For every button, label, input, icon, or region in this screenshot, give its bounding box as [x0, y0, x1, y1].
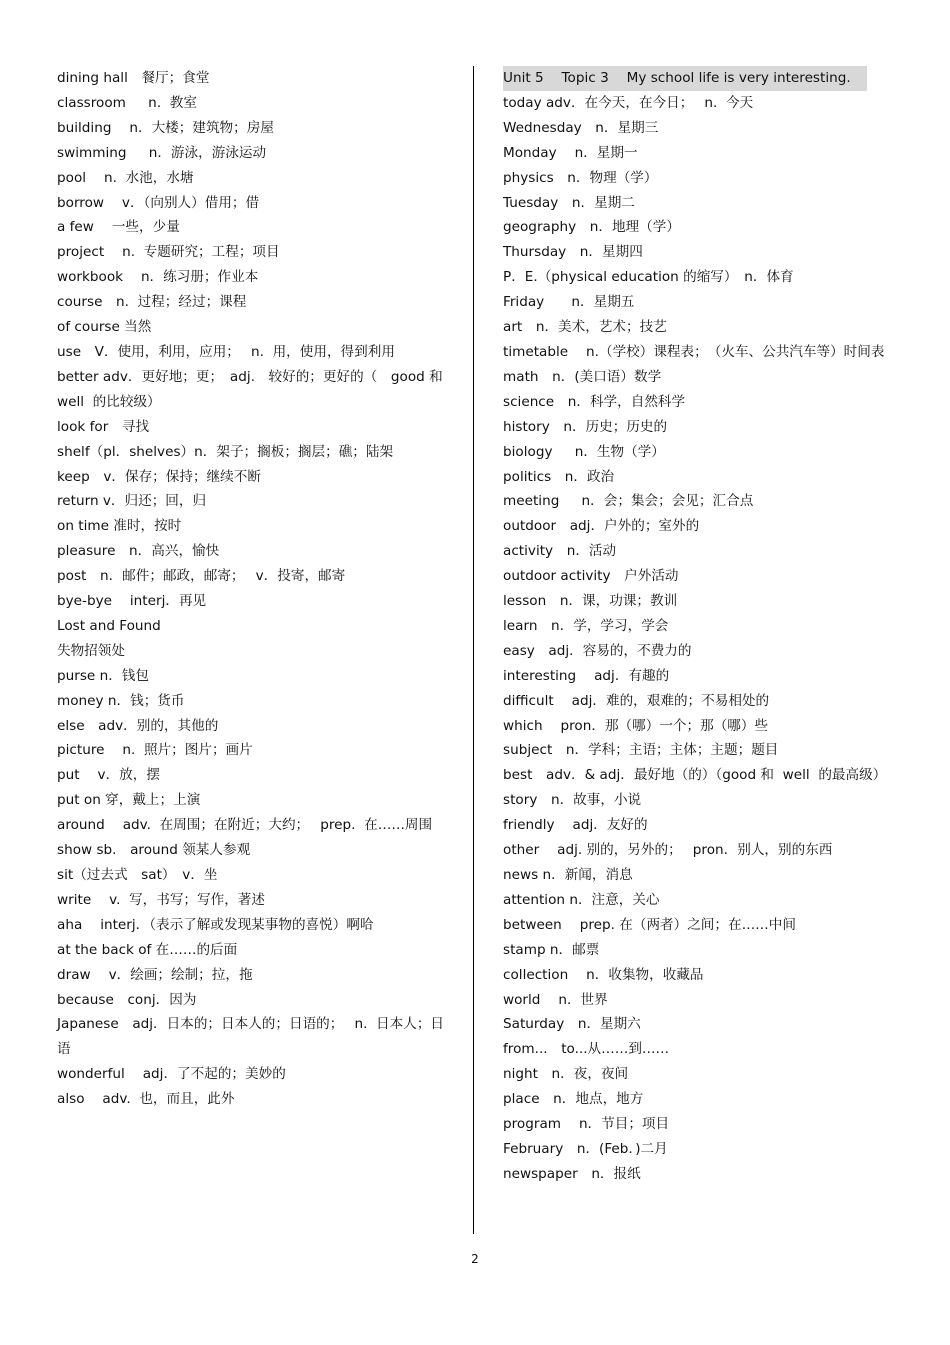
vocab-entry: history n．历史；历史的 — [503, 418, 668, 435]
vocab-entry: subject n．学科；主语；主体；主题；题目 — [503, 742, 779, 759]
vocab-entry: attention n．注意，关心 — [503, 891, 660, 908]
vocab-entry: other adj. 别的，另外的； pron．别人，别的东西 — [503, 842, 833, 859]
vocab-entry: else adv．别的，其他的 — [57, 717, 219, 734]
vocab-entry: course n. 过程；经过；课程 — [57, 294, 247, 311]
vocab-entry: classroom n. 教室 — [57, 94, 197, 111]
vocab-entry: world n．世界 — [503, 991, 608, 1008]
vocab-entry: Thursday n．星期四 — [503, 244, 643, 261]
vocab-entry: pool n. 水池，水塘 — [57, 169, 194, 186]
vocab-entry: between prep. 在（两者）之间；在……中间 — [503, 916, 796, 933]
vocab-entry: Japanese adj．日本的；日本人的；日语的； n. 日本人；日语 — [57, 1016, 445, 1058]
vocab-entry: write v. 写，书写；写作，著述 — [57, 891, 265, 908]
vocab-entry: at the back of 在……的后面 — [57, 941, 238, 958]
vocab-entry: show sb. around 领某人参观 — [57, 842, 251, 859]
vocab-entry: biology n．生物（学） — [503, 443, 665, 460]
vocab-entry: program n．节目；项目 — [503, 1116, 670, 1133]
vocab-entry: put v．放，摆 — [57, 767, 160, 784]
vocab-entry: sit（过去式 sat） v．坐 — [57, 867, 218, 883]
vocab-entry: easy adj．容易的，不费力的 — [503, 642, 692, 659]
vocab-entry: swimming n．游泳，游泳运动 — [57, 144, 267, 161]
vocab-entry: newspaper n．报纸 — [503, 1165, 641, 1182]
vocab-entry: night n．夜，夜间 — [503, 1066, 629, 1083]
vocab-entry: aha interj．（表示了解或发现某事物的喜悦）啊哈 — [57, 916, 374, 933]
vocab-entry: stamp n．邮票 — [503, 941, 600, 958]
vocab-entry: project n. 专题研究；工程；项目 — [57, 244, 280, 261]
vocab-entry: draw v．绘画；绘制；拉，拖 — [57, 966, 253, 983]
vocab-entry: money n．钱；货币 — [57, 692, 185, 709]
vocab-entry: Wednesday n．星期三 — [503, 119, 659, 136]
vocab-entry: picture n. 照片；图片；画片 — [57, 742, 253, 759]
vocab-entry: Lost and Found 失物招领处 — [57, 617, 161, 659]
vocab-entry: science n．科学，自然科学 — [503, 393, 686, 410]
vocab-entry: put on 穿，戴上；上演 — [57, 792, 201, 809]
vocab-entry: because conj．因为 — [57, 991, 197, 1008]
vocab-entry: use V．使用，利用，应用； n. 用，使用，得到利用 — [57, 343, 395, 360]
vocab-entry: building n．大楼；建筑物；房屋 — [57, 119, 274, 136]
vocab-entry: learn n．学，学习，学会 — [503, 617, 669, 634]
vocab-entry: news n．新闻，消息 — [503, 867, 633, 883]
vocab-entry: return v．归还；回，归 — [57, 493, 207, 510]
vocab-entry: Friday n．星期五 — [503, 294, 635, 311]
vocab-entry: Saturday n．星期六 — [503, 1016, 641, 1033]
vocab-entry: story n．故事，小说 — [503, 792, 642, 809]
vocab-entry: of course 当然 — [57, 319, 152, 336]
vocab-entry: bye-bye interj．再见 — [57, 593, 207, 610]
vocab-entry: today adv．在今天，在今日； n. 今天 — [503, 94, 754, 111]
vocab-entry: on time 准时，按时 — [57, 518, 182, 535]
vocab-entry: P．E.（physical education 的缩写） n．体育 — [503, 269, 794, 286]
vocab-entry: from... to...从……到…… — [503, 1041, 670, 1058]
vocab-entry: better adv．更好地；更； adj. 较好的；更好的（ good 和 well 的比较级） — [57, 368, 452, 410]
vocab-entry: purse n．钱包 — [57, 667, 149, 684]
vocab-entry: Monday n．星期一 — [503, 144, 638, 161]
vocab-entry: a few 一些，少量 — [57, 219, 180, 236]
vocab-entry: post n．邮件；邮政，邮寄； v．投寄，邮寄 — [57, 568, 346, 585]
vocab-entry: keep v．保存；保持；继续不断 — [57, 468, 261, 485]
vocab-entry: activity n．活动 — [503, 543, 617, 560]
vocab-entry: also adv. 也，而且，此外 — [57, 1091, 235, 1108]
vocab-entry: lesson n．课，功课；教训 — [503, 593, 678, 610]
vocab-entry: best adv．& adj．最好地（的）（good 和 well 的最高级） — [503, 767, 887, 784]
vocab-entry: February n．(Feb．)二月 — [503, 1140, 668, 1157]
vocab-entry: around adv. 在周围；在附近；大约； prep. 在……周围 — [57, 817, 433, 834]
left-vocabulary-column — [57, 66, 452, 1112]
vocab-entry: math n．(美口语）数学 — [503, 368, 662, 385]
vocab-entry: difficult adj．难的，艰难的；不易相处的 — [503, 692, 770, 709]
vocab-entry: art n．美术，艺术；技艺 — [503, 319, 667, 336]
vocab-entry: outdoor adj．户外的；室外的 — [503, 518, 700, 535]
vocab-entry: timetable n.（学校）课程表； （火车、公共汽车等）时间表 — [503, 343, 885, 360]
vocab-entry: look for 寻找 — [57, 418, 150, 435]
vocab-entry: shelf（pl．shelves）n．架子；搁板；搁层；礁；陆架 — [57, 443, 394, 460]
unit-topic-heading: Unit 5 Topic 3 My school life is very interesting. — [503, 66, 867, 91]
vocab-entry: physics n．物理（学） — [503, 169, 658, 186]
vocab-entry: outdoor activity 户外活动 — [503, 568, 679, 585]
vocab-entry: wonderful adj．了不起的；美妙的 — [57, 1066, 286, 1083]
column-divider — [473, 66, 474, 1234]
page-number: 2 — [471, 1252, 479, 1266]
vocab-entry: place n．地点，地方 — [503, 1091, 644, 1108]
vocab-entry: politics n．政治 — [503, 468, 615, 485]
vocab-entry: interesting adj．有趣的 — [503, 667, 670, 684]
vocab-entry: which pron．那（哪）一个；那（哪）些 — [503, 717, 769, 734]
vocab-entry: dining hall 餐厅；食堂 — [57, 70, 210, 86]
vocab-entry: meeting n．会；集会；会见；汇合点 — [503, 493, 754, 510]
vocab-entry: Tuesday n．星期二 — [503, 194, 635, 211]
vocab-entry: friendly adj．友好的 — [503, 817, 648, 834]
vocab-entry: geography n．地理（学） — [503, 219, 680, 236]
vocab-entry: workbook n．练习册；作业本 — [57, 269, 259, 286]
vocab-entry: borrow v．（向别人）借用；借 — [57, 194, 260, 211]
right-vocabulary-column — [503, 66, 893, 1187]
vocab-entry: pleasure n．高兴，愉快 — [57, 543, 220, 560]
vocab-entry: collection n．收集物，收藏品 — [503, 966, 704, 983]
